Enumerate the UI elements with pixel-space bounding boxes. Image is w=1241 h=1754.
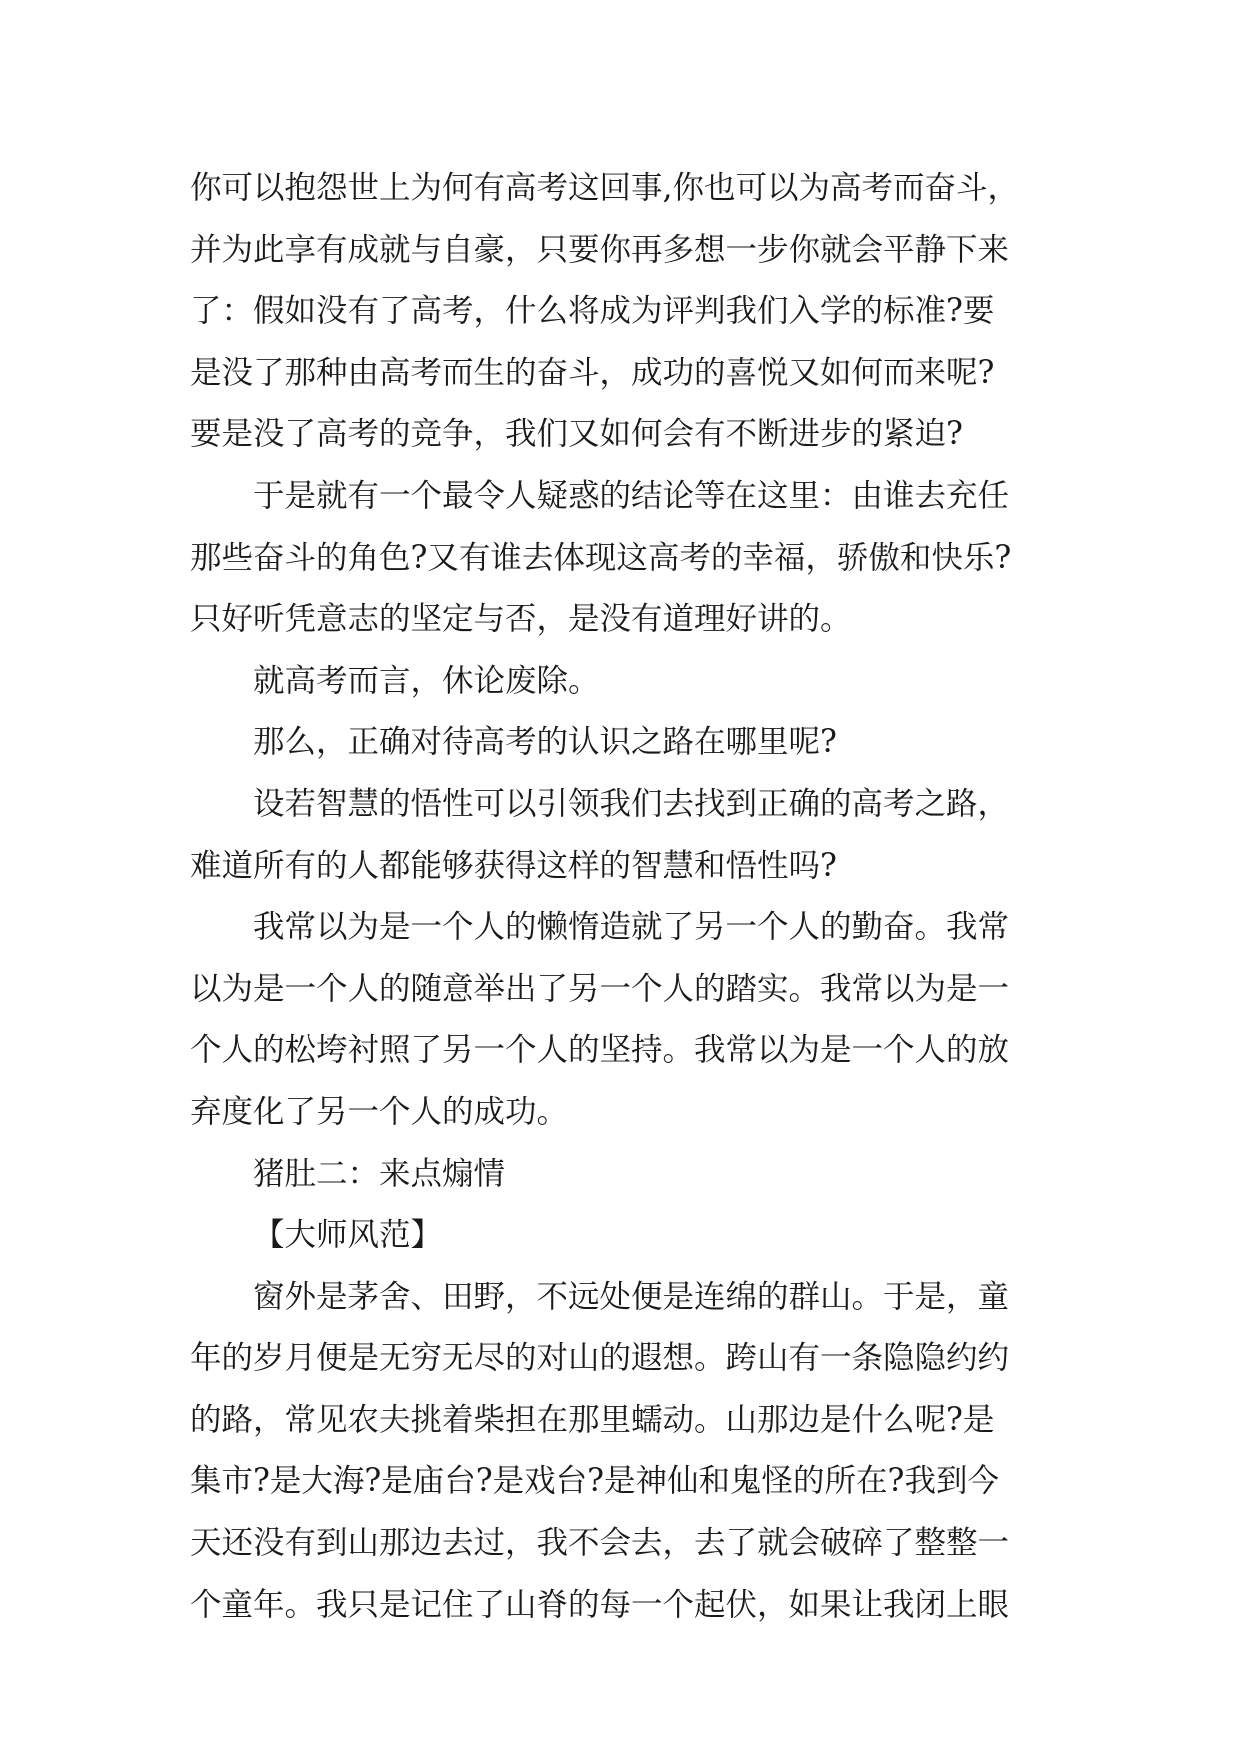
text-line: 那些奋斗的角色?又有谁去体现这高考的幸福，骄傲和快乐? xyxy=(190,539,1012,576)
section-heading: 猪肚二：来点煽情 xyxy=(253,1155,506,1192)
text-line: 了：假如没有了高考，什么将成为评判我们入学的标准?要 xyxy=(190,293,995,330)
text-line: 要是没了高考的竞争，我们又如何会有不断进步的紧迫? xyxy=(190,416,963,453)
text-line: 天还没有到山那边去过，我不会去，去了就会破碎了整整一 xyxy=(190,1525,1010,1562)
text-line: 并为此享有成就与自豪，只要你再多想一步你就会平静下来 xyxy=(190,231,1010,268)
paragraph-start-line: 我常以为是一个人的懒惰造就了另一个人的勤奋。我常 xyxy=(253,909,1010,946)
text-line: 以为是一个人的随意举出了另一个人的踏实。我常以为是一 xyxy=(190,970,1010,1007)
section-subheading: 【大师风范】 xyxy=(253,1217,443,1254)
text-line: 只好听凭意志的坚定与否，是没有道理好讲的。 xyxy=(190,601,852,638)
text-line: 的路，常见农夫挑着柴担在那里蠕动。山那边是什么呢?是 xyxy=(190,1401,995,1438)
text-line: 个童年。我只是记住了山脊的每一个起伏，如果让我闭上眼 xyxy=(190,1586,1010,1623)
text-line: 是没了那种由高考而生的奋斗，成功的喜悦又如何而来呢? xyxy=(190,354,995,391)
paragraph-start-line: 就高考而言，休论废除。 xyxy=(253,662,600,699)
paragraph-start-line: 那么，正确对待高考的认识之路在哪里呢? xyxy=(253,724,837,761)
text-line: 弃度化了另一个人的成功。 xyxy=(190,1093,569,1130)
paragraph-start-line: 于是就有一个最令人疑惑的结论等在这里：由谁去充任 xyxy=(253,477,1010,514)
paragraph-start-line: 窗外是茅舍、田野，不远处便是连绵的群山。于是，童 xyxy=(253,1278,1010,1315)
text-line: 你可以抱怨世上为何有高考这回事,你也可以为高考而奋斗， xyxy=(190,170,1020,206)
text-line: 难道所有的人都能够获得这样的智慧和悟性吗? xyxy=(190,847,837,884)
text-line: 个人的松垮衬照了另一个人的坚持。我常以为是一个人的放 xyxy=(190,1032,1010,1069)
text-line: 集市?是大海?是庙台?是戏台?是神仙和鬼怪的所在?我到今 xyxy=(190,1463,999,1500)
paragraph-start-line: 设若智慧的悟性可以引领我们去找到正确的高考之路， xyxy=(253,785,1010,822)
text-line: 年的岁月便是无穷无尽的对山的遐想。跨山有一条隐隐约约 xyxy=(190,1340,1010,1377)
document-body xyxy=(190,158,1080,1636)
